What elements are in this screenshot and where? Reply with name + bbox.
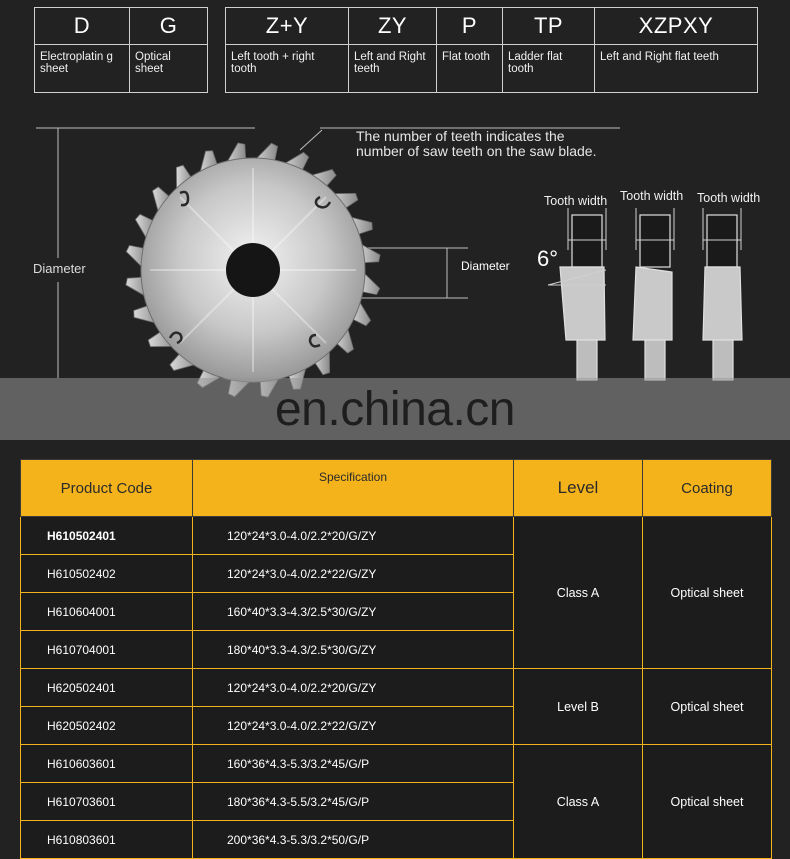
- legend-cell-g: [130, 8, 207, 92]
- legend-code: Z+Y: [226, 8, 348, 45]
- coating-cell: Optical sheet: [643, 517, 772, 669]
- teeth-count-note: [356, 129, 596, 159]
- level-cell: Level B: [514, 669, 643, 745]
- bevel-angle-label: 6°: [537, 246, 559, 271]
- product-code-cell: H610803601: [21, 821, 193, 859]
- tooth-width-label: Tooth width: [620, 189, 684, 203]
- table-header-row: [21, 460, 772, 517]
- legend-code: TP: [503, 8, 594, 45]
- legend-desc: Ladder flat tooth: [508, 51, 563, 75]
- legend-desc: Optical sheet: [135, 51, 171, 75]
- legend-code: P: [437, 8, 502, 45]
- table-row: [21, 669, 772, 707]
- specification-cell: 180*36*4.3-5.5/3.2*45/G/P: [193, 783, 514, 821]
- product-spec-table: [20, 459, 772, 859]
- legend-cell-xzpxy: [595, 8, 757, 92]
- specification-cell: 160*40*3.3-4.3/2.5*30/G/ZY: [193, 593, 514, 631]
- product-code-cell: H610502401: [21, 517, 193, 555]
- product-code-cell: H610502402: [21, 555, 193, 593]
- coating-cell: Optical sheet: [643, 669, 772, 745]
- legend-desc: Left and Right flat teeth: [600, 51, 719, 63]
- specification-cell: 160*36*4.3-5.3/3.2*45/G/P: [193, 745, 514, 783]
- watermark-text: en.china.cn: [274, 382, 515, 436]
- specification-cell: 200*36*4.3-5.3/3.2*50/G/P: [193, 821, 514, 859]
- product-code-cell: H620502401: [21, 669, 193, 707]
- legend-code: D: [35, 8, 129, 45]
- legend-code: ZY: [349, 8, 436, 45]
- legend-cell-zy-plus: [226, 8, 349, 92]
- tooth-width-label: Tooth width: [544, 194, 608, 208]
- header-product-code: Product Code: [21, 460, 193, 517]
- note-line: The number of teeth indicates the: [356, 128, 565, 144]
- header-level: Level: [514, 460, 643, 517]
- tooth-type-legend: [225, 7, 758, 93]
- watermark-band: [0, 378, 790, 440]
- legend-cell-tp: [503, 8, 595, 92]
- product-code-cell: H610704001: [21, 631, 193, 669]
- diameter-label-left: Diameter: [33, 261, 86, 276]
- specification-cell: 120*24*3.0-4.0/2.2*20/G/ZY: [193, 669, 514, 707]
- legend-desc: Flat tooth: [442, 51, 490, 63]
- product-code-cell: H610604001: [21, 593, 193, 631]
- specification-cell: 120*24*3.0-4.0/2.2*22/G/ZY: [193, 707, 514, 745]
- tooth-width-label: Tooth width: [697, 191, 761, 205]
- header-specification: Specification: [193, 460, 514, 517]
- product-code-cell: H620502402: [21, 707, 193, 745]
- blade-type-legend: [34, 7, 208, 93]
- specification-cell: 120*24*3.0-4.0/2.2*20/G/ZY: [193, 517, 514, 555]
- legend-code: G: [130, 8, 207, 45]
- legend-desc: Left and Right teeth: [354, 51, 426, 75]
- note-line: number of saw teeth on the saw blade.: [356, 143, 597, 159]
- level-cell: Class A: [514, 517, 643, 669]
- legend-cell-zy: [349, 8, 437, 92]
- specification-cell: 120*24*3.0-4.0/2.2*22/G/ZY: [193, 555, 514, 593]
- legend-desc: Electroplatin g sheet: [40, 51, 113, 75]
- header-coating: Coating: [643, 460, 772, 517]
- arbor-hole: [226, 243, 280, 297]
- table-row: [21, 517, 772, 555]
- table-row: [21, 745, 772, 783]
- level-cell: Class A: [514, 745, 643, 859]
- coating-cell: Optical sheet: [643, 745, 772, 859]
- legend-cell-d: [35, 8, 130, 92]
- legend-cell-p: [437, 8, 503, 92]
- product-code-cell: H610603601: [21, 745, 193, 783]
- diameter-label-right: Diameter: [461, 259, 510, 273]
- specification-cell: 180*40*3.3-4.3/2.5*30/G/ZY: [193, 631, 514, 669]
- legend-code: XZPXY: [595, 8, 757, 45]
- product-code-cell: H610703601: [21, 783, 193, 821]
- legend-desc: Left tooth + right tooth: [231, 51, 315, 75]
